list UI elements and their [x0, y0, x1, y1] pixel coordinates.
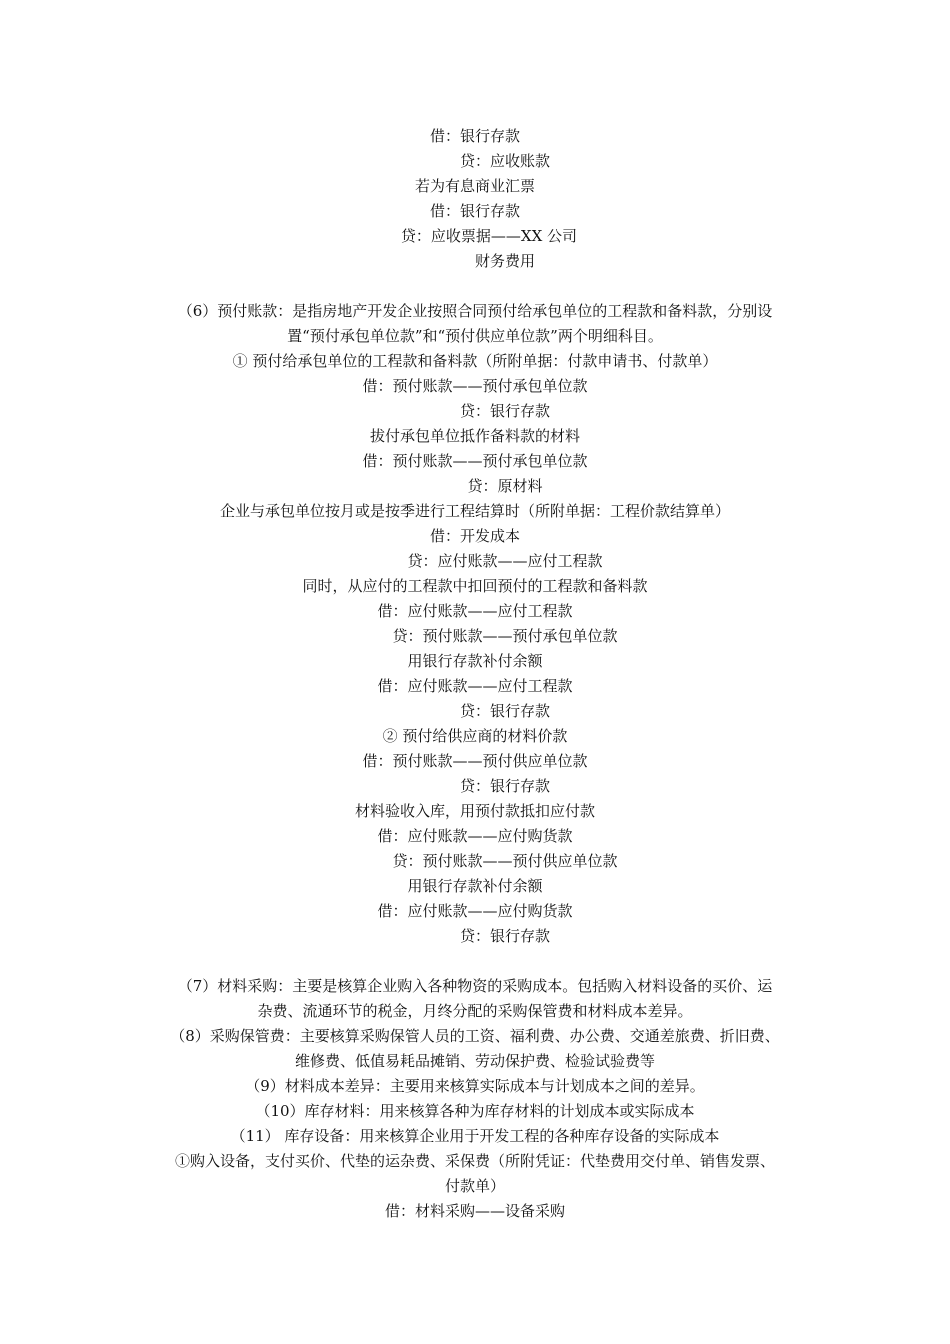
text-line: 材料验收入库，用预付款抵扣应付款	[354, 802, 595, 820]
text-line: （11） 库存设备：用来核算企业用于开发工程的各种库存设备的实际成本	[230, 1127, 720, 1145]
text-line: 借：预付账款——预付供应单位款	[362, 752, 588, 770]
text-line: 贷：预付账款——预付承包单位款	[392, 627, 618, 645]
text-line: 若为有息商业汇票	[414, 177, 535, 195]
text-line: 借：应付账款——应付购货款	[377, 827, 573, 845]
text-line: 维修费、低值易耗品摊销、劳动保护费、检验试验费等	[294, 1052, 655, 1070]
text-line: 用银行存款补付余额	[407, 652, 543, 670]
text-line: （9）材料成本差异：主要用来核算实际成本与计划成本之间的差异。	[245, 1077, 705, 1095]
text-line: 财务费用	[474, 252, 535, 270]
text-line: 借：银行存款	[429, 127, 520, 145]
text-line: 借：开发成本	[429, 527, 520, 545]
text-line: （7）材料采购：主要是核算企业购入各种物资的采购成本。包括购入材料设备的买价、运	[177, 977, 773, 995]
text-line: 杂费、流通环节的税金，月终分配的采购保管费和材料成本差异。	[257, 1002, 693, 1020]
text-line: 用银行存款补付余额	[407, 877, 543, 895]
text-line: ① 预付给承包单位的工程款和备料款（所附单据：付款申请书、付款单）	[232, 352, 718, 370]
text-line: 贷：银行存款	[459, 702, 550, 720]
text-line: 贷：应收账款	[459, 152, 550, 170]
text-line: （6）预付账款：是指房地产开发企业按照合同预付给承包单位的工程款和备料款，分别设	[177, 302, 773, 320]
text-line: 借：预付账款——预付承包单位款	[362, 452, 588, 470]
text-line: 借：应付账款——应付工程款	[377, 677, 573, 695]
text-line: 借：应付账款——应付工程款	[377, 602, 573, 620]
text-line: 借：预付账款——预付承包单位款	[362, 377, 588, 395]
text-line: （10）库存材料：用来核算各种为库存材料的计划成本或实际成本	[255, 1102, 695, 1120]
blank-line	[0, 274, 950, 299]
text-line: 贷：银行存款	[459, 777, 550, 795]
text-line: ② 预付给供应商的材料价款	[382, 727, 568, 745]
text-line: 贷：应付账款——应付工程款	[407, 552, 603, 570]
text-line: 借：应付账款——应付购货款	[377, 902, 573, 920]
text-line: 贷：银行存款	[459, 927, 550, 945]
text-line: 拔付承包单位抵作备料款的材料	[369, 427, 580, 445]
text-line: 贷：原材料	[467, 477, 543, 495]
text-line: （8）采购保管费：主要核算采购保管人员的工资、福利费、办公费、交通差旅费、折旧费、	[170, 1027, 780, 1045]
text-line: 贷：预付账款——预付供应单位款	[392, 852, 618, 870]
text-line: 同时，从应付的工程款中扣回预付的工程款和备料款	[302, 577, 648, 595]
text-line: ①购入设备，支付买价、代垫的运杂费、采保费（所附凭证：代垫费用交付单、销售发票、	[174, 1152, 775, 1170]
blank-line	[0, 949, 950, 974]
document-body	[0, 124, 950, 1224]
text-line: 贷：银行存款	[459, 402, 550, 420]
text-line: 借：材料采购——设备采购	[384, 1202, 565, 1220]
text-line: 置“预付承包单位款”和“预付供应单位款”两个明细科目。	[287, 327, 663, 345]
text-line: 贷：应收票据——XX 公司	[400, 227, 578, 245]
text-line: 付款单）	[444, 1177, 505, 1195]
text-line: 借：银行存款	[429, 202, 520, 220]
text-line: 企业与承包单位按月或是按季进行工程结算时（所附单据：工程价款结算单）	[219, 502, 730, 520]
